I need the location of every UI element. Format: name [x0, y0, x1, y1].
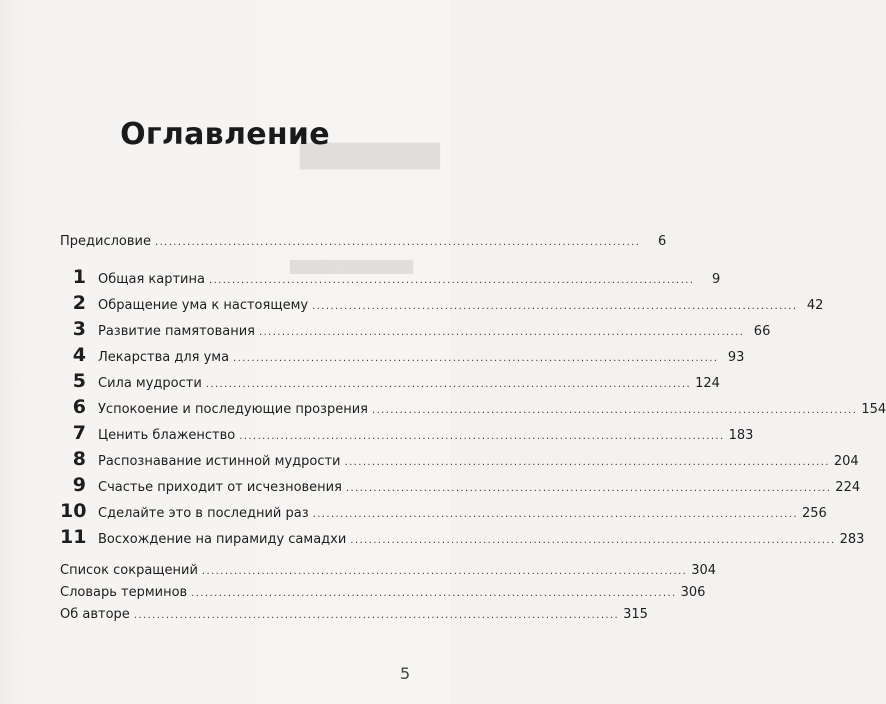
toc-chapter-6[interactable]	[60, 394, 886, 420]
chapter-number: 1	[72, 266, 86, 288]
toc-entry-label: Список сокращений	[60, 563, 198, 578]
toc-chapter-5[interactable]	[60, 368, 720, 394]
toc-page-number: 306	[680, 585, 706, 600]
toc-chapter-11[interactable]	[60, 524, 865, 550]
chapter-title: Восхождение на пирамиду самадхи	[98, 532, 347, 547]
chapter-title: Распознавание истинной мудрости	[98, 454, 341, 469]
dot-leader: ..........................................................................................................	[191, 588, 677, 599]
dot-leader: ..........................................................................................................	[233, 353, 719, 364]
toc-page-number: 283	[839, 532, 865, 547]
chapter-number: 9	[72, 474, 86, 496]
toc-entry-label: Предисловие	[60, 234, 151, 249]
toc-chapter-3[interactable]	[60, 316, 771, 342]
toc-chapter-2[interactable]	[60, 290, 824, 316]
chapter-title: Ценить блаженство	[98, 428, 236, 443]
page-number: 5	[400, 664, 411, 683]
dot-leader: ..........................................................................................................	[312, 301, 798, 312]
dot-leader: ..........................................................................................................	[344, 457, 830, 468]
toc-entry-preface[interactable]	[60, 231, 667, 253]
toc-entry-label: Об авторе	[60, 607, 130, 622]
show-through-decoration: ▆▆▆▆▆▆▆▆▆▆	[290, 255, 414, 274]
chapter-title: Счастье приходит от исчезновения	[98, 480, 342, 495]
toc-entry-label: Словарь терминов	[60, 585, 188, 600]
toc-page-number: 224	[835, 480, 861, 495]
toc-chapter-1[interactable]	[60, 264, 721, 290]
toc-page-number: 6	[658, 234, 667, 249]
dot-leader: ..........................................................................................................	[201, 566, 688, 577]
toc-chapter-7[interactable]	[60, 420, 754, 446]
chapter-number: 8	[72, 448, 86, 470]
toc-page-number: 183	[728, 428, 754, 443]
chapter-number: 6	[72, 396, 86, 418]
dot-leader: ..........................................................................................................	[205, 379, 692, 390]
toc-page-number: 9	[712, 272, 721, 287]
chapter-title: Общая картина	[98, 272, 205, 287]
toc-chapter-10[interactable]	[60, 498, 827, 524]
toc-page-number: 66	[753, 324, 771, 339]
toc-entry-abbreviations[interactable]	[60, 560, 717, 582]
chapter-number: 3	[72, 318, 86, 340]
dot-leader: ..........................................................................................................	[239, 431, 725, 442]
dot-leader: ..........................................................................................................	[350, 535, 836, 546]
dot-leader: ..........................................................................................................	[154, 237, 641, 248]
chapter-title: Сила мудрости	[98, 376, 202, 391]
chapter-number: 11	[60, 526, 87, 548]
toc-page-number: 315	[623, 607, 648, 622]
toc-entry-about-author[interactable]	[60, 604, 648, 626]
dot-leader: ..........................................................................................................	[208, 275, 695, 286]
table-of-contents	[60, 231, 886, 626]
toc-chapter-9[interactable]	[60, 472, 861, 498]
chapter-number: 10	[60, 500, 87, 522]
toc-page-number: 304	[691, 563, 717, 578]
toc-chapter-4[interactable]	[60, 342, 745, 368]
toc-page-number: 93	[727, 350, 745, 365]
dot-leader: ..........................................................................................................	[133, 610, 620, 621]
toc-page-number: 256	[801, 506, 827, 521]
dot-leader: ..........................................................................................................	[259, 327, 745, 338]
toc-page-number: 42	[806, 298, 824, 313]
chapter-title: Сделайте это в последний раз	[98, 506, 309, 521]
chapter-number: 5	[72, 370, 86, 392]
chapter-title: Успокоение и последующие прозрения	[98, 402, 368, 417]
dot-leader: ..........................................................................................................	[312, 509, 798, 520]
toc-page-number: 204	[833, 454, 859, 469]
chapter-number: 2	[72, 292, 86, 314]
chapter-number: 4	[72, 344, 86, 366]
chapter-title: Развитие памятования	[98, 324, 255, 339]
dot-leader: ..........................................................................................................	[345, 483, 832, 494]
chapter-number: 7	[72, 422, 86, 444]
toc-chapter-8[interactable]	[60, 446, 859, 472]
toc-entry-glossary[interactable]	[60, 582, 706, 604]
chapter-title: Обращение ума к настоящему	[98, 298, 309, 313]
dot-leader: ..........................................................................................................	[371, 405, 858, 416]
toc-page-number: 154	[861, 402, 886, 417]
page-title: Оглавление	[120, 117, 330, 152]
chapter-title: Лекарства для ума	[98, 350, 230, 365]
toc-page-number: 124	[695, 376, 720, 391]
show-through-decoration: ▇▇▇▇▇▇▇	[300, 140, 440, 170]
